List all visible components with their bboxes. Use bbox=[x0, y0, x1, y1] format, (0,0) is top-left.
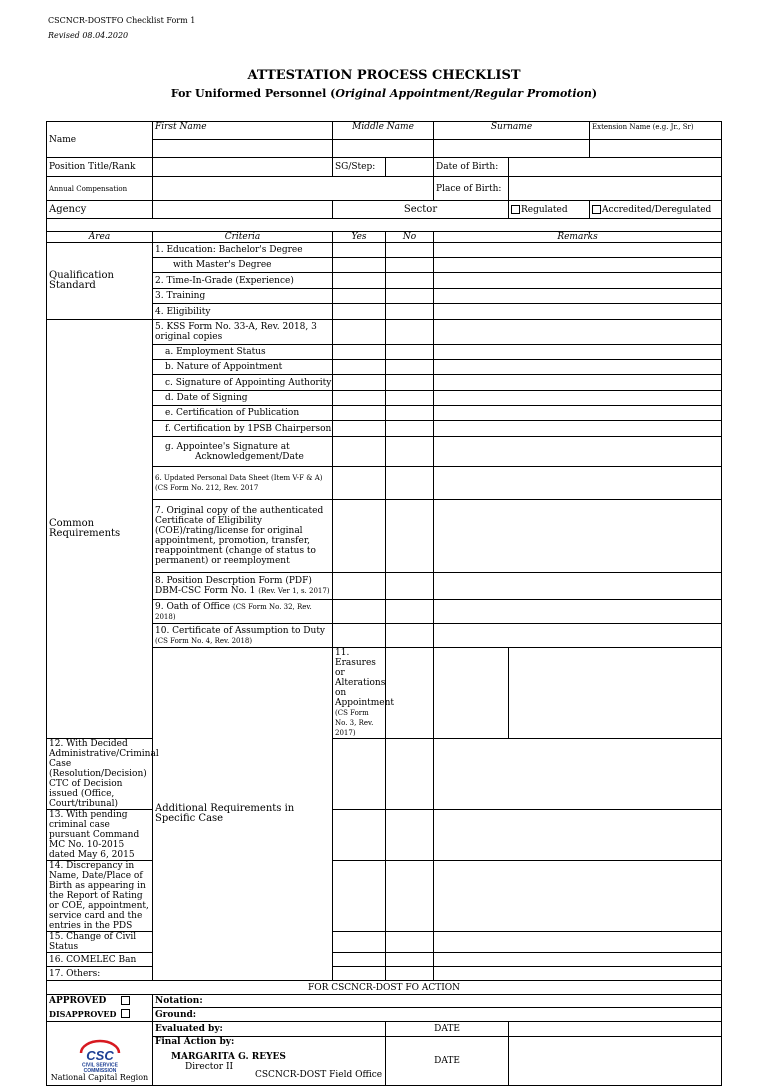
yes-cell[interactable] bbox=[333, 739, 386, 810]
no-cell[interactable] bbox=[386, 624, 434, 648]
yes-cell[interactable] bbox=[333, 421, 386, 437]
revision-date: Revised 08.04.2020 bbox=[48, 31, 129, 40]
no-cell[interactable] bbox=[386, 437, 434, 467]
yes-cell[interactable] bbox=[333, 967, 386, 981]
yes-cell[interactable] bbox=[333, 243, 386, 258]
agency-value[interactable] bbox=[153, 201, 333, 219]
criteria-item: 5. KSS Form No. 33-A, Rev. 2018, 3 original copies bbox=[153, 320, 333, 345]
no-cell[interactable] bbox=[386, 953, 434, 967]
signatory-name: MARGARITA G. REYES bbox=[171, 1052, 286, 1062]
evaluated-date-value[interactable] bbox=[509, 1022, 722, 1037]
no-cell[interactable] bbox=[386, 304, 434, 320]
surname-value[interactable] bbox=[434, 140, 590, 158]
disapproved-option[interactable]: DISAPPROVED bbox=[47, 1008, 153, 1022]
position-label: Position Title/Rank bbox=[47, 158, 153, 177]
remarks-header: Remarks bbox=[434, 232, 722, 243]
remarks-cell[interactable] bbox=[434, 739, 722, 810]
no-cell[interactable] bbox=[386, 258, 434, 273]
checkbox-icon[interactable] bbox=[511, 205, 520, 214]
ground-field[interactable]: Ground: bbox=[153, 1008, 722, 1022]
area-additional: Additional Requirements in Specific Case bbox=[153, 648, 333, 981]
no-cell[interactable] bbox=[386, 467, 434, 500]
criteria-item: 14. Discrepancy in Name, Date/Place of Birth as appearing in the Report of Rating or COE, appointment, service card and the entries in the PDS bbox=[47, 861, 153, 932]
no-cell[interactable] bbox=[386, 421, 434, 437]
no-cell[interactable] bbox=[386, 273, 434, 289]
remarks-cell[interactable] bbox=[434, 273, 722, 289]
remarks-cell[interactable] bbox=[434, 967, 722, 981]
final-date-label: DATE bbox=[386, 1037, 509, 1086]
no-cell[interactable] bbox=[386, 739, 434, 810]
agency-label: Agency bbox=[47, 201, 153, 219]
no-cell[interactable] bbox=[386, 810, 434, 861]
no-cell[interactable] bbox=[386, 573, 434, 600]
criteria-item: c. Signature of Appointing Authority bbox=[153, 375, 333, 391]
criteria-item: 1. Education: Bachelor's Degree bbox=[153, 243, 333, 258]
regulated-option[interactable]: Regulated bbox=[509, 201, 590, 219]
area-qualification: Qualification Standard bbox=[47, 243, 153, 320]
approved-option[interactable]: APPROVED bbox=[47, 995, 153, 1008]
no-cell[interactable] bbox=[386, 967, 434, 981]
area-header: Area bbox=[47, 232, 153, 243]
csc-logo bbox=[77, 1039, 123, 1073]
svg-text:CSC: CSC bbox=[85, 1048, 114, 1063]
criteria-item: with Master's Degree bbox=[153, 258, 333, 273]
no-cell[interactable] bbox=[386, 360, 434, 375]
yes-cell[interactable] bbox=[333, 273, 386, 289]
yes-cell[interactable] bbox=[333, 467, 386, 500]
final-action-field[interactable]: Final Action by: MARGARITA G. REYES Director II CSCNCR-DOST Field Office bbox=[153, 1037, 386, 1086]
yes-cell[interactable] bbox=[333, 304, 386, 320]
remarks-cell[interactable] bbox=[434, 953, 722, 967]
no-cell[interactable] bbox=[386, 406, 434, 421]
yes-cell[interactable] bbox=[386, 648, 434, 739]
svg-text:COMMISSION: COMMISSION bbox=[83, 1068, 116, 1074]
svg-text:CIVIL SERVICE: CIVIL SERVICE bbox=[81, 1062, 118, 1069]
sg-value[interactable] bbox=[386, 158, 434, 177]
pob-label: Place of Birth: bbox=[434, 177, 509, 201]
remarks-cell[interactable] bbox=[434, 861, 722, 932]
final-date-value[interactable] bbox=[509, 1037, 722, 1086]
yes-cell[interactable] bbox=[333, 861, 386, 932]
page-subtitle: For Uniformed Personnel (Original Appointment/Regular Promotion) bbox=[170, 87, 598, 100]
remarks-cell[interactable] bbox=[434, 391, 722, 406]
criteria-item: b. Nature of Appointment bbox=[153, 360, 333, 375]
criteria-item: 8. Position Descrption Form (PDF) DBM-CSC Form No. 1 (Rev. Ver 1, s. 2017) bbox=[153, 573, 333, 600]
criteria-item: a. Employment Status bbox=[153, 345, 333, 360]
yes-cell[interactable] bbox=[333, 375, 386, 391]
pob-value[interactable] bbox=[509, 177, 722, 201]
yes-cell[interactable] bbox=[333, 360, 386, 375]
middle-name-field[interactable]: Middle Name bbox=[333, 122, 434, 140]
no-cell[interactable] bbox=[386, 500, 434, 573]
criteria-item: f. Certification by 1PSB Chairperson bbox=[153, 421, 333, 437]
criteria-item: 2. Time-In-Grade (Experience) bbox=[153, 273, 333, 289]
yes-cell[interactable] bbox=[333, 932, 386, 953]
yes-cell[interactable] bbox=[333, 810, 386, 861]
no-cell[interactable] bbox=[386, 320, 434, 345]
form-id: CSCNCR-DOSTFO Checklist Form 1 bbox=[48, 16, 196, 25]
checkbox-icon[interactable] bbox=[592, 205, 601, 214]
yes-cell[interactable] bbox=[333, 345, 386, 360]
remarks-cell[interactable] bbox=[434, 421, 722, 437]
criteria-item: 9. Oath of Office (CS Form No. 32, Rev. 2018) bbox=[153, 600, 333, 624]
criteria-header: Criteria bbox=[153, 232, 333, 243]
yes-cell[interactable] bbox=[333, 289, 386, 304]
remarks-cell[interactable] bbox=[434, 624, 722, 648]
criteria-item: e. Certification of Publication bbox=[153, 406, 333, 421]
criteria-item: 17. Others: bbox=[47, 967, 153, 981]
remarks-cell[interactable] bbox=[434, 932, 722, 953]
extension-name-value[interactable] bbox=[590, 140, 722, 158]
name-label: Name bbox=[47, 122, 153, 158]
no-header: No bbox=[386, 232, 434, 243]
spacer-row bbox=[47, 219, 722, 232]
region-label: National Capital Region bbox=[50, 1073, 149, 1082]
checklist-table bbox=[46, 121, 722, 1086]
remarks-cell[interactable] bbox=[434, 375, 722, 391]
yes-cell[interactable] bbox=[333, 437, 386, 467]
checkbox-icon[interactable] bbox=[121, 1009, 130, 1018]
remarks-cell[interactable] bbox=[434, 360, 722, 375]
remarks-cell[interactable] bbox=[434, 406, 722, 421]
area-common: Common Requirements bbox=[47, 320, 153, 739]
criteria-item: 11. Erasures or Alterations on Appointment (CS Form No. 3, Rev. 2017) bbox=[333, 648, 386, 739]
yes-cell[interactable] bbox=[333, 600, 386, 624]
no-cell[interactable] bbox=[386, 391, 434, 406]
dob-value[interactable] bbox=[509, 158, 722, 177]
no-cell[interactable] bbox=[386, 345, 434, 360]
compensation-value[interactable] bbox=[153, 177, 434, 201]
no-cell[interactable] bbox=[386, 243, 434, 258]
compensation-label: Annual Compensation bbox=[47, 177, 153, 201]
no-cell[interactable] bbox=[386, 375, 434, 391]
yes-cell[interactable] bbox=[333, 391, 386, 406]
first-name-field[interactable]: First Name bbox=[153, 122, 333, 140]
notation-field[interactable]: Notation: bbox=[153, 995, 722, 1008]
no-cell[interactable] bbox=[434, 648, 509, 739]
remarks-cell[interactable] bbox=[434, 437, 722, 467]
action-heading: FOR CSCNCR-DOST FO ACTION bbox=[47, 981, 722, 995]
criteria-item: g. Appointee's Signature at Acknowledgement/Date bbox=[153, 437, 333, 467]
yes-cell[interactable] bbox=[333, 406, 386, 421]
yes-cell[interactable] bbox=[333, 500, 386, 573]
criteria-item: 6. Updated Personal Data Sheet (Item V-F & A) (CS Form No. 212, Rev. 2017 bbox=[153, 467, 333, 500]
yes-cell[interactable] bbox=[333, 320, 386, 345]
yes-header: Yes bbox=[333, 232, 386, 243]
criteria-item: 16. COMELEC Ban bbox=[47, 953, 153, 967]
remarks-cell[interactable] bbox=[434, 810, 722, 861]
criteria-item: 4. Eligibility bbox=[153, 304, 333, 320]
page-title: ATTESTATION PROCESS CHECKLIST bbox=[247, 68, 521, 83]
middle-name-value[interactable] bbox=[333, 140, 434, 158]
extension-name-field[interactable]: Extension Name (e.g. Jr., Sr) bbox=[590, 122, 722, 140]
criteria-item: 7. Original copy of the authenticated Certificate of Eligibility (COE)/rating/license for original appointment, promotion, transfer, reappointment (change of status to permanent) or reemployment bbox=[153, 500, 333, 573]
criteria-item: 3. Training bbox=[153, 289, 333, 304]
office-name: CSCNCR-DOST Field Office bbox=[255, 1070, 383, 1080]
remarks-cell[interactable] bbox=[434, 345, 722, 360]
no-cell[interactable] bbox=[386, 289, 434, 304]
criteria-item: d. Date of Signing bbox=[153, 391, 333, 406]
yes-cell[interactable] bbox=[333, 953, 386, 967]
criteria-item: 12. With Decided Administrative/Criminal Case (Resolution/Decision) CTC of Decision issued (Office, Court/tribunal) bbox=[47, 739, 153, 810]
remarks-cell[interactable] bbox=[434, 500, 722, 573]
evaluated-by-field[interactable]: Evaluated by: bbox=[153, 1022, 386, 1037]
evaluated-date-label: DATE bbox=[386, 1022, 509, 1037]
criteria-item: 15. Change of Civil Status bbox=[47, 932, 153, 953]
criteria-item: 13. With pending criminal case pursuant Command MC No. 10-2015 dated May 6, 2015 bbox=[47, 810, 153, 861]
dob-label: Date of Birth: bbox=[434, 158, 509, 177]
remarks-cell[interactable] bbox=[509, 648, 722, 739]
remarks-cell[interactable] bbox=[434, 304, 722, 320]
accredited-option[interactable]: Accredited/Deregulated bbox=[590, 201, 722, 219]
csc-logo-cell bbox=[47, 1022, 153, 1086]
yes-cell[interactable] bbox=[333, 624, 386, 648]
remarks-cell[interactable] bbox=[434, 573, 722, 600]
sector-label: Sector bbox=[333, 201, 509, 219]
position-value[interactable] bbox=[153, 158, 333, 177]
remarks-cell[interactable] bbox=[434, 258, 722, 273]
checkbox-icon[interactable] bbox=[121, 996, 130, 1005]
no-cell[interactable] bbox=[386, 861, 434, 932]
remarks-cell[interactable] bbox=[434, 320, 722, 345]
yes-cell[interactable] bbox=[333, 573, 386, 600]
no-cell[interactable] bbox=[386, 932, 434, 953]
first-name-value[interactable] bbox=[153, 140, 333, 158]
remarks-cell[interactable] bbox=[434, 467, 722, 500]
no-cell[interactable] bbox=[386, 600, 434, 624]
yes-cell[interactable] bbox=[333, 258, 386, 273]
signatory-title: Director II bbox=[185, 1062, 234, 1072]
criteria-item: 10. Certificate of Assumption to Duty (CS Form No. 4, Rev. 2018) bbox=[153, 624, 333, 648]
remarks-cell[interactable] bbox=[434, 243, 722, 258]
surname-field[interactable]: Surname bbox=[434, 122, 590, 140]
remarks-cell[interactable] bbox=[434, 600, 722, 624]
remarks-cell[interactable] bbox=[434, 289, 722, 304]
sg-label: SG/Step: bbox=[333, 158, 386, 177]
